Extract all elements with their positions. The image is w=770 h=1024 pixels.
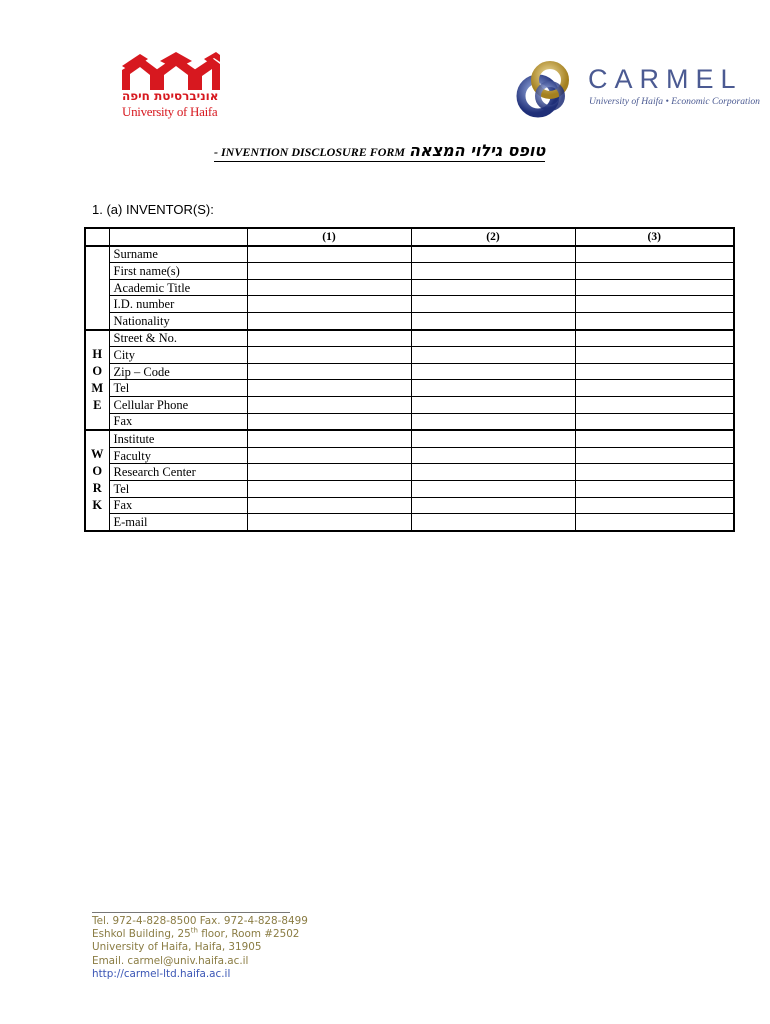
group-letter: M — [91, 380, 104, 395]
entry-cell[interactable] — [247, 430, 411, 447]
entry-cell[interactable] — [411, 430, 575, 447]
row-label-faculty: Faculty — [109, 447, 247, 464]
entry-cell[interactable] — [575, 497, 734, 514]
group-letter: O — [92, 464, 103, 479]
entry-cell[interactable] — [247, 497, 411, 514]
entry-cell[interactable] — [411, 246, 575, 263]
row-label-street: Street & No. — [109, 330, 247, 347]
entry-cell[interactable] — [247, 363, 411, 380]
group-letter: H — [92, 346, 103, 361]
column-header-3: (3) — [575, 228, 734, 246]
footer-address-room: floor, Room #2502 — [197, 928, 300, 941]
table-row — [85, 279, 734, 296]
table-header-row — [85, 228, 734, 246]
entry-cell[interactable] — [411, 279, 575, 296]
row-label-work-fax: Fax — [109, 497, 247, 514]
footer-website-link[interactable]: http://carmel-ltd.haifa.ac.il — [92, 967, 231, 980]
table-row — [85, 380, 734, 397]
entry-cell[interactable] — [411, 514, 575, 531]
row-label-zip-code: Zip – Code — [109, 363, 247, 380]
table-row — [85, 363, 734, 380]
row-label-academic-title: Academic Title — [109, 279, 247, 296]
entry-cell[interactable] — [411, 480, 575, 497]
entry-cell[interactable] — [247, 246, 411, 263]
form-title-hebrew: טופס גילוי המצאה — [409, 141, 546, 160]
entry-cell[interactable] — [575, 330, 734, 347]
entry-cell[interactable] — [411, 396, 575, 413]
row-label-home-fax: Fax — [109, 413, 247, 430]
entry-cell[interactable] — [247, 447, 411, 464]
column-header-2: (2) — [411, 228, 575, 246]
entry-cell[interactable] — [575, 514, 734, 531]
table-row — [85, 396, 734, 413]
home-group-cell — [85, 330, 109, 431]
column-header-1: (1) — [247, 228, 411, 246]
group-letter: R — [92, 481, 102, 496]
table-row — [85, 347, 734, 364]
entry-cell[interactable] — [247, 296, 411, 313]
entry-cell[interactable] — [411, 263, 575, 280]
table-row — [85, 330, 734, 347]
entry-cell[interactable] — [247, 312, 411, 329]
header-blank-label — [109, 228, 247, 246]
personal-group-cell — [85, 246, 109, 330]
entry-cell[interactable] — [411, 413, 575, 430]
row-label-email: E-mail — [109, 514, 247, 531]
entry-cell[interactable] — [247, 380, 411, 397]
entry-cell[interactable] — [575, 480, 734, 497]
table-row — [85, 413, 734, 430]
entry-cell[interactable] — [575, 464, 734, 481]
entry-cell[interactable] — [411, 497, 575, 514]
work-group-cell — [85, 430, 109, 531]
entry-cell[interactable] — [247, 263, 411, 280]
group-letter: W — [91, 447, 104, 462]
entry-cell[interactable] — [411, 363, 575, 380]
entry-cell[interactable] — [575, 347, 734, 364]
entry-cell[interactable] — [247, 480, 411, 497]
haifa-logo-english: University of Haifa — [122, 104, 218, 119]
entry-cell[interactable] — [247, 396, 411, 413]
entry-cell[interactable] — [575, 279, 734, 296]
carmel-emblem-icon — [512, 56, 576, 120]
group-letter: O — [92, 363, 103, 378]
footer-address-building: Eshkol Building, 25 — [92, 928, 191, 941]
entry-cell[interactable] — [575, 312, 734, 329]
footer-email[interactable]: Email. carmel@univ.haifa.ac.il — [92, 954, 249, 967]
group-letter: E — [93, 397, 102, 412]
entry-cell[interactable] — [247, 464, 411, 481]
inventor-table — [84, 227, 735, 532]
row-label-work-tel: Tel — [109, 480, 247, 497]
entry-cell[interactable] — [575, 363, 734, 380]
entry-cell[interactable] — [411, 380, 575, 397]
entry-cell[interactable] — [575, 263, 734, 280]
table-row — [85, 263, 734, 280]
row-label-id-number: I.D. number — [109, 296, 247, 313]
footer-address-sup: th — [190, 926, 198, 935]
carmel-logo-word: CARMEL — [588, 64, 743, 94]
footer-address — [92, 928, 308, 941]
haifa-logo-mark — [120, 52, 230, 92]
group-letter: K — [92, 498, 103, 513]
entry-cell[interactable] — [247, 413, 411, 430]
table-row — [85, 296, 734, 313]
entry-cell[interactable] — [411, 347, 575, 364]
table-row — [85, 312, 734, 329]
footer-tel-fax: Tel. 972-4-828-8500 Fax. 972-4-828-8499 — [92, 915, 308, 927]
entry-cell[interactable] — [575, 296, 734, 313]
row-label-surname: Surname — [109, 246, 247, 263]
entry-cell[interactable] — [411, 296, 575, 313]
entry-cell[interactable] — [575, 413, 734, 430]
entry-cell[interactable] — [575, 246, 734, 263]
entry-cell[interactable] — [411, 464, 575, 481]
header-blank-group — [85, 228, 109, 246]
table-row — [85, 497, 734, 514]
entry-cell[interactable] — [411, 330, 575, 347]
row-label-home-tel: Tel — [109, 380, 247, 397]
table-row — [85, 480, 734, 497]
row-label-first-names: First name(s) — [109, 263, 247, 280]
footer-city: University of Haifa, Haifa, 31905 — [92, 941, 262, 954]
row-label-research-center: Research Center — [109, 464, 247, 481]
section-heading-inventors: 1. (a) INVENTOR(S): — [92, 202, 214, 217]
table-row — [85, 246, 734, 263]
entry-cell[interactable] — [575, 447, 734, 464]
entry-cell[interactable] — [575, 430, 734, 447]
row-label-cellular-phone: Cellular Phone — [109, 396, 247, 413]
table-row — [85, 430, 734, 447]
table-row — [85, 464, 734, 481]
table-row — [85, 514, 734, 531]
entry-cell[interactable] — [411, 312, 575, 329]
entry-cell[interactable] — [575, 396, 734, 413]
footer-divider — [92, 912, 290, 913]
form-title-english: - INVENTION DISCLOSURE FORM — [214, 145, 406, 159]
entry-cell[interactable] — [247, 330, 411, 347]
carmel-logo-subtitle: University of Haifa • Economic Corporation — [589, 96, 760, 107]
entry-cell[interactable] — [247, 347, 411, 364]
entry-cell[interactable] — [575, 380, 734, 397]
table-row — [85, 447, 734, 464]
row-label-institute: Institute — [109, 430, 247, 447]
row-label-city: City — [109, 347, 247, 364]
entry-cell[interactable] — [247, 514, 411, 531]
form-title — [214, 143, 545, 162]
entry-cell[interactable] — [247, 279, 411, 296]
footer-contact — [92, 915, 308, 981]
haifa-logo-hebrew: אוניברסיטת חיפה — [122, 89, 219, 103]
entry-cell[interactable] — [411, 447, 575, 464]
row-label-nationality: Nationality — [109, 312, 247, 329]
